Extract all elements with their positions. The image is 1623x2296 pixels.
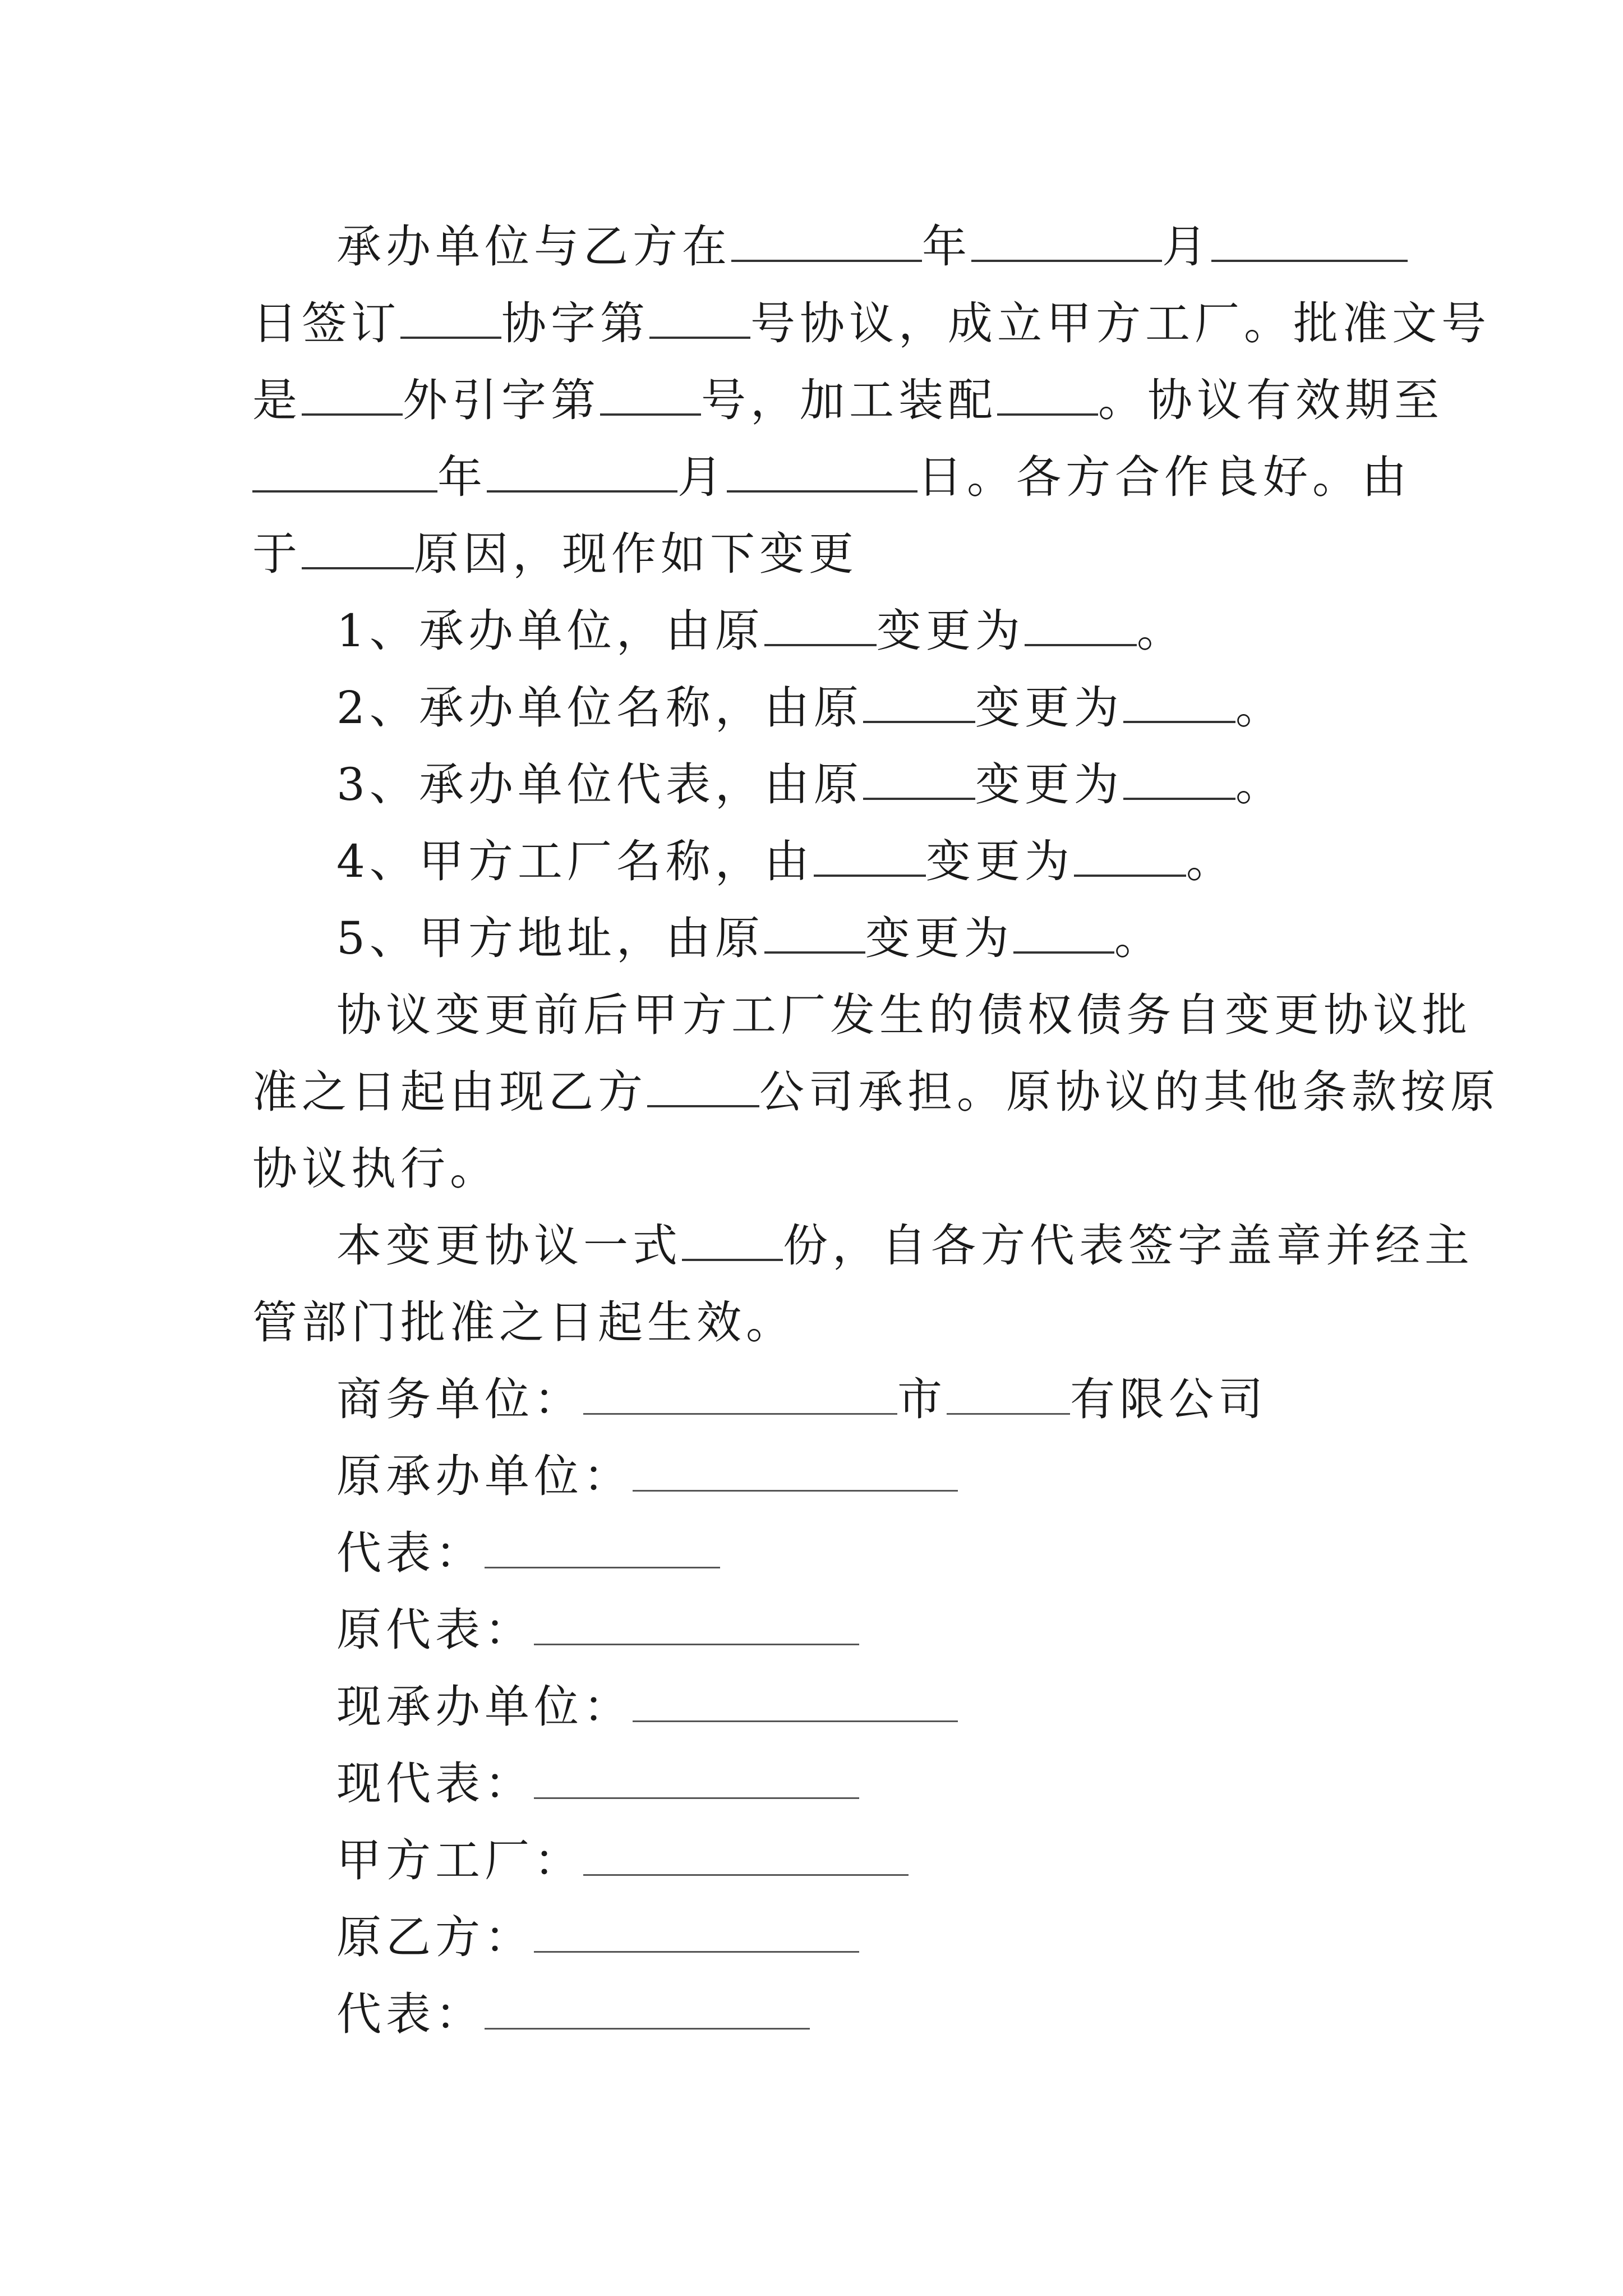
blank-new <box>1013 917 1114 954</box>
text: 1、承办单位，由原 <box>336 605 764 657</box>
text: 协字第 <box>501 297 649 349</box>
text: 公司承担。原协议的其他条款按原 <box>759 1066 1500 1118</box>
text: 甲方工厂： <box>336 1834 583 1887</box>
text: 4、甲方工厂名称，由 <box>336 835 814 887</box>
blank-original <box>863 686 975 723</box>
blank-processing <box>997 379 1098 416</box>
text: 变更为 <box>876 605 1025 657</box>
change-item-3 <box>336 757 1385 818</box>
text: 承办单位与乙方在 <box>336 220 731 273</box>
paragraph-3-line-2 <box>252 1295 1385 1356</box>
blank-original <box>764 917 865 954</box>
text: 是 <box>252 374 302 426</box>
blank-copies <box>682 1224 783 1261</box>
signature-line <box>947 1378 1070 1415</box>
text: 号协议，成立甲方工厂。批准文号 <box>750 297 1491 349</box>
signature-representative-2 <box>336 1986 1385 2048</box>
signature-commerce-unit <box>336 1372 1385 1433</box>
blank-month <box>971 225 1162 262</box>
blank-new <box>1074 840 1186 877</box>
text: 变更为 <box>975 682 1123 734</box>
text: 3、承办单位代表，由原 <box>336 758 863 811</box>
text: 号，加工装配 <box>701 374 997 426</box>
text: 本变更协议一式 <box>336 1220 682 1272</box>
text: 月 <box>1162 220 1211 273</box>
change-item-1 <box>336 603 1385 665</box>
text: 商务单位： <box>336 1373 583 1425</box>
signature-original-party-b <box>336 1910 1385 1971</box>
text: 于 <box>252 528 302 580</box>
signature-party-a-factory <box>336 1833 1385 1894</box>
blank-original <box>814 840 926 877</box>
text: 2、承办单位名称，由原 <box>336 682 863 734</box>
text: 外引字第 <box>403 374 600 426</box>
paragraph-1-line-1 <box>336 219 1385 280</box>
blank-new <box>1123 686 1235 723</box>
text: 年 <box>922 220 971 273</box>
text: 5、甲方地址，由原 <box>336 912 764 964</box>
text: 原代表： <box>336 1604 534 1656</box>
text: 原承办单位： <box>336 1450 633 1502</box>
paragraph-2-line-2 <box>252 1064 1500 1126</box>
signature-original-undertaker <box>336 1448 1385 1510</box>
signature-line <box>633 1455 958 1492</box>
paragraph-2-line-1 <box>336 987 1472 1049</box>
change-item-4 <box>336 834 1385 895</box>
signature-line <box>485 1532 720 1568</box>
signature-representative <box>336 1525 1385 1587</box>
blank-approval-prefix <box>302 379 403 416</box>
text: 年 <box>437 451 487 503</box>
blank-original <box>764 609 877 646</box>
blank-year <box>731 225 922 262</box>
text: 。 <box>1136 605 1186 657</box>
signature-line <box>534 1763 859 1799</box>
blank-agreement-number <box>649 302 750 339</box>
text: 。 <box>1186 835 1235 887</box>
paragraph-3-line-1 <box>336 1218 1474 1280</box>
change-item-2 <box>336 680 1385 742</box>
paragraph-1-line-2 <box>252 296 1491 357</box>
signature-line <box>633 1686 958 1722</box>
blank-reason <box>302 532 414 569</box>
text: 变更为 <box>865 912 1013 964</box>
change-item-5 <box>336 910 1385 972</box>
blank-agreement-prefix <box>400 302 501 339</box>
text: 份，自各方代表签字盖章并经主 <box>783 1220 1474 1272</box>
blank-valid-year <box>252 455 437 493</box>
text: 日签订 <box>252 297 400 349</box>
text: 现承办单位： <box>336 1681 633 1733</box>
signature-current-representative <box>336 1756 1385 1818</box>
blank-valid-month <box>487 455 677 493</box>
signature-original-representative <box>336 1602 1385 1664</box>
signature-current-undertaker <box>336 1679 1385 1741</box>
text: 月 <box>677 451 727 503</box>
text: 变更为 <box>925 835 1074 887</box>
text: 现代表： <box>336 1757 534 1810</box>
text: 日。各方合作良好。由 <box>917 451 1411 503</box>
text: 原乙方： <box>336 1911 534 1963</box>
text: 管部门批准之日起生效。 <box>252 1296 795 1349</box>
paragraph-1-line-4 <box>252 449 1411 511</box>
signature-line <box>534 1609 859 1645</box>
text: 市 <box>897 1373 947 1425</box>
text: 。 <box>1114 912 1164 964</box>
blank-valid-day <box>727 455 917 493</box>
text: 协议变更前后甲方工厂发生的债权债务自变更协议批 <box>336 989 1472 1041</box>
text: 有限公司 <box>1070 1373 1267 1425</box>
signature-line <box>485 1993 810 2030</box>
paragraph-1-line-3 <box>252 372 1444 434</box>
blank-original <box>863 763 975 800</box>
text: 协议执行。 <box>252 1143 499 1195</box>
text: 代表： <box>336 1988 485 2040</box>
blank-new <box>1123 763 1235 800</box>
signature-line <box>583 1378 897 1415</box>
paragraph-2-line-3 <box>252 1141 1385 1203</box>
text: 。 <box>1235 682 1285 734</box>
text: 准之日起由现乙方 <box>252 1066 647 1118</box>
text: 。协议有效期至 <box>1098 374 1444 426</box>
text: 原因，现作如下变更 <box>414 528 858 580</box>
text: 。 <box>1235 758 1285 811</box>
blank-company <box>647 1070 759 1107</box>
blank-approval-number <box>600 379 701 416</box>
text: 代表： <box>336 1527 485 1579</box>
blank-new <box>1025 609 1137 646</box>
signature-line <box>534 1916 859 1953</box>
signature-line <box>583 1839 909 1876</box>
text: 变更为 <box>975 758 1123 811</box>
paragraph-1-line-5 <box>252 526 1385 588</box>
blank-day <box>1211 225 1408 262</box>
